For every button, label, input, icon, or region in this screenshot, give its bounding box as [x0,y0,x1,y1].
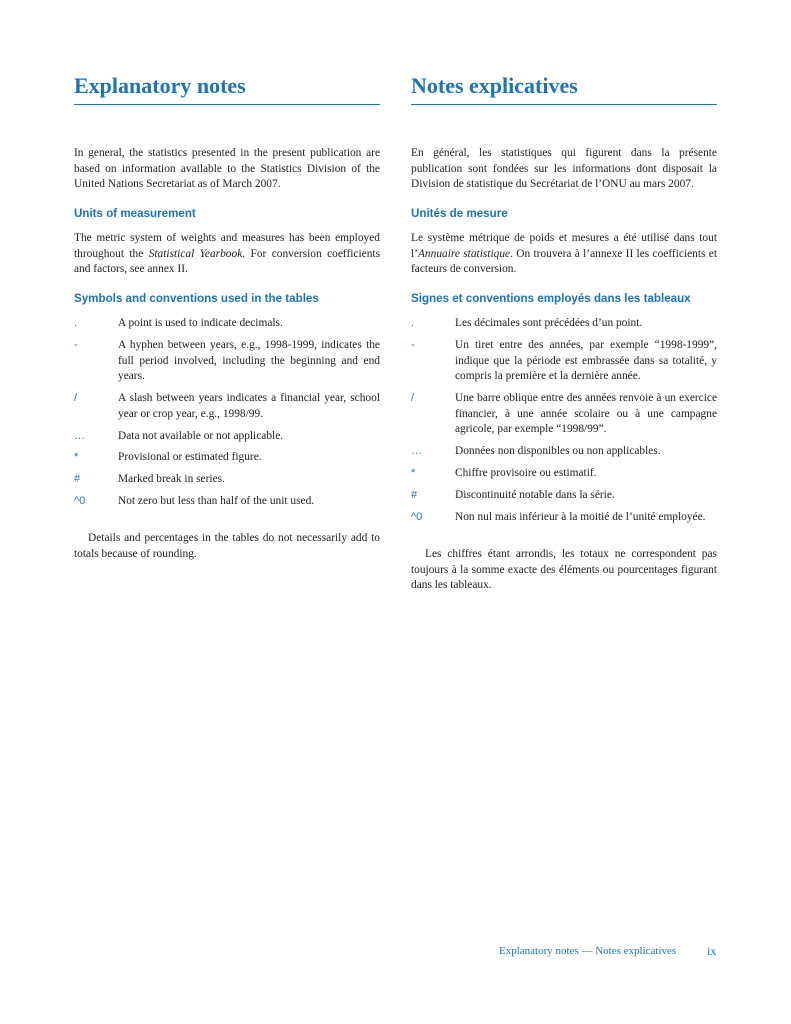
symbol-mark: … [411,445,422,457]
symbol-text: Marked break in series. [118,473,225,485]
symbol-text: Un tiret entre des années, par exemple “1998-1999”, indique que la période est embrassée dans sa totalité, y compris la première et la dernière année. [455,339,717,383]
rounding-paragraph-en: Details and percentages in the tables do not necessarily add to totals because of rounding. [74,532,380,560]
intro-paragraph-en: In general, the statistics presented in the present publication are based on information available to the Statistics Division of the United Nations Secretariat as of March 2007. [74,147,380,191]
symbol-mark: - [74,339,78,351]
symbol-mark: ^0 [411,511,423,523]
units-heading-en: Units of measurement [74,207,196,220]
units-paragraph-fr: Le système métrique de poids et mesures a été utilisé dans tout l’Annuaire statistique. On trouvera à l’annexe II les coefficients et facteurs de conversion. [411,232,717,276]
symbol-mark: / [411,392,415,404]
units-paragraph-en: The metric system of weights and measures has been employed throughout the Statistical Yearbook. For conversion coefficients and factors, see annex II. [74,232,380,276]
rounding-paragraph-fr: Les chiffres étant arrondis, les totaux ne correspondent pas toujours à la somme exacte des éléments ou pourcentages figurant dans les tableaux. [411,548,717,592]
symbol-text: Provisional or estimated figure. [118,451,262,463]
page-title-en: Explanatory notes [74,73,246,98]
symbol-mark: ^0 [74,495,86,507]
symbol-text: Discontinuité notable dans la série. [455,489,615,501]
intro-paragraph-fr: En général, les statistiques qui figurent dans la présente publication sont fondées sur les informations dont disposait la Division de statistique du Secrétariat de l’ONU au mars 2007. [411,147,717,191]
symbol-mark: … [74,430,85,442]
page-footer [499,945,719,957]
symbol-text: Data not available or not applicable. [118,430,284,442]
symbols-heading-en: Symbols and conventions used in the tables [74,292,319,305]
symbol-text: Chiffre provisoire ou estimatif. [455,467,597,479]
symbol-mark: * [74,451,79,463]
symbol-text: A hyphen between years, e.g., 1998-1999, indicates the full period involved, including the beginning and end years. [118,339,380,383]
symbol-text: Les décimales sont précédées d’un point. [455,317,643,329]
symbol-text: Données non disponibles ou non applicables. [455,445,661,457]
page-number: ix [707,944,717,958]
symbol-mark: . [74,317,78,329]
symbol-text: Une barre oblique entre des années renvoie à un exercice financier, à une année scolaire ou à une campagne agricole, par exemple “1998/99”. [455,392,717,436]
footer-label: Explanatory notes — Notes explicatives [499,945,677,957]
symbols-heading-fr: Signes et conventions employés dans les tableaux [411,292,691,305]
units-heading-fr: Unités de mesure [411,207,508,220]
symbol-mark: # [74,473,81,485]
title-rule-fr [411,104,717,105]
symbol-text: A slash between years indicates a financial year, school year or crop year, e.g., 1998/99. [118,392,380,420]
symbol-mark: # [411,489,418,501]
symbol-mark: * [411,467,416,479]
symbol-text: A point is used to indicate decimals. [118,317,283,329]
symbol-mark: - [411,339,415,351]
symbol-text: Not zero but less than half of the unit used. [118,495,315,507]
title-rule-en [74,104,380,105]
page-title-fr: Notes explicatives [411,73,578,98]
symbol-text: Non nul mais inférieur à la moitié de l’unité employée. [455,511,706,523]
symbol-mark: / [74,392,78,404]
symbol-mark: . [411,317,415,329]
